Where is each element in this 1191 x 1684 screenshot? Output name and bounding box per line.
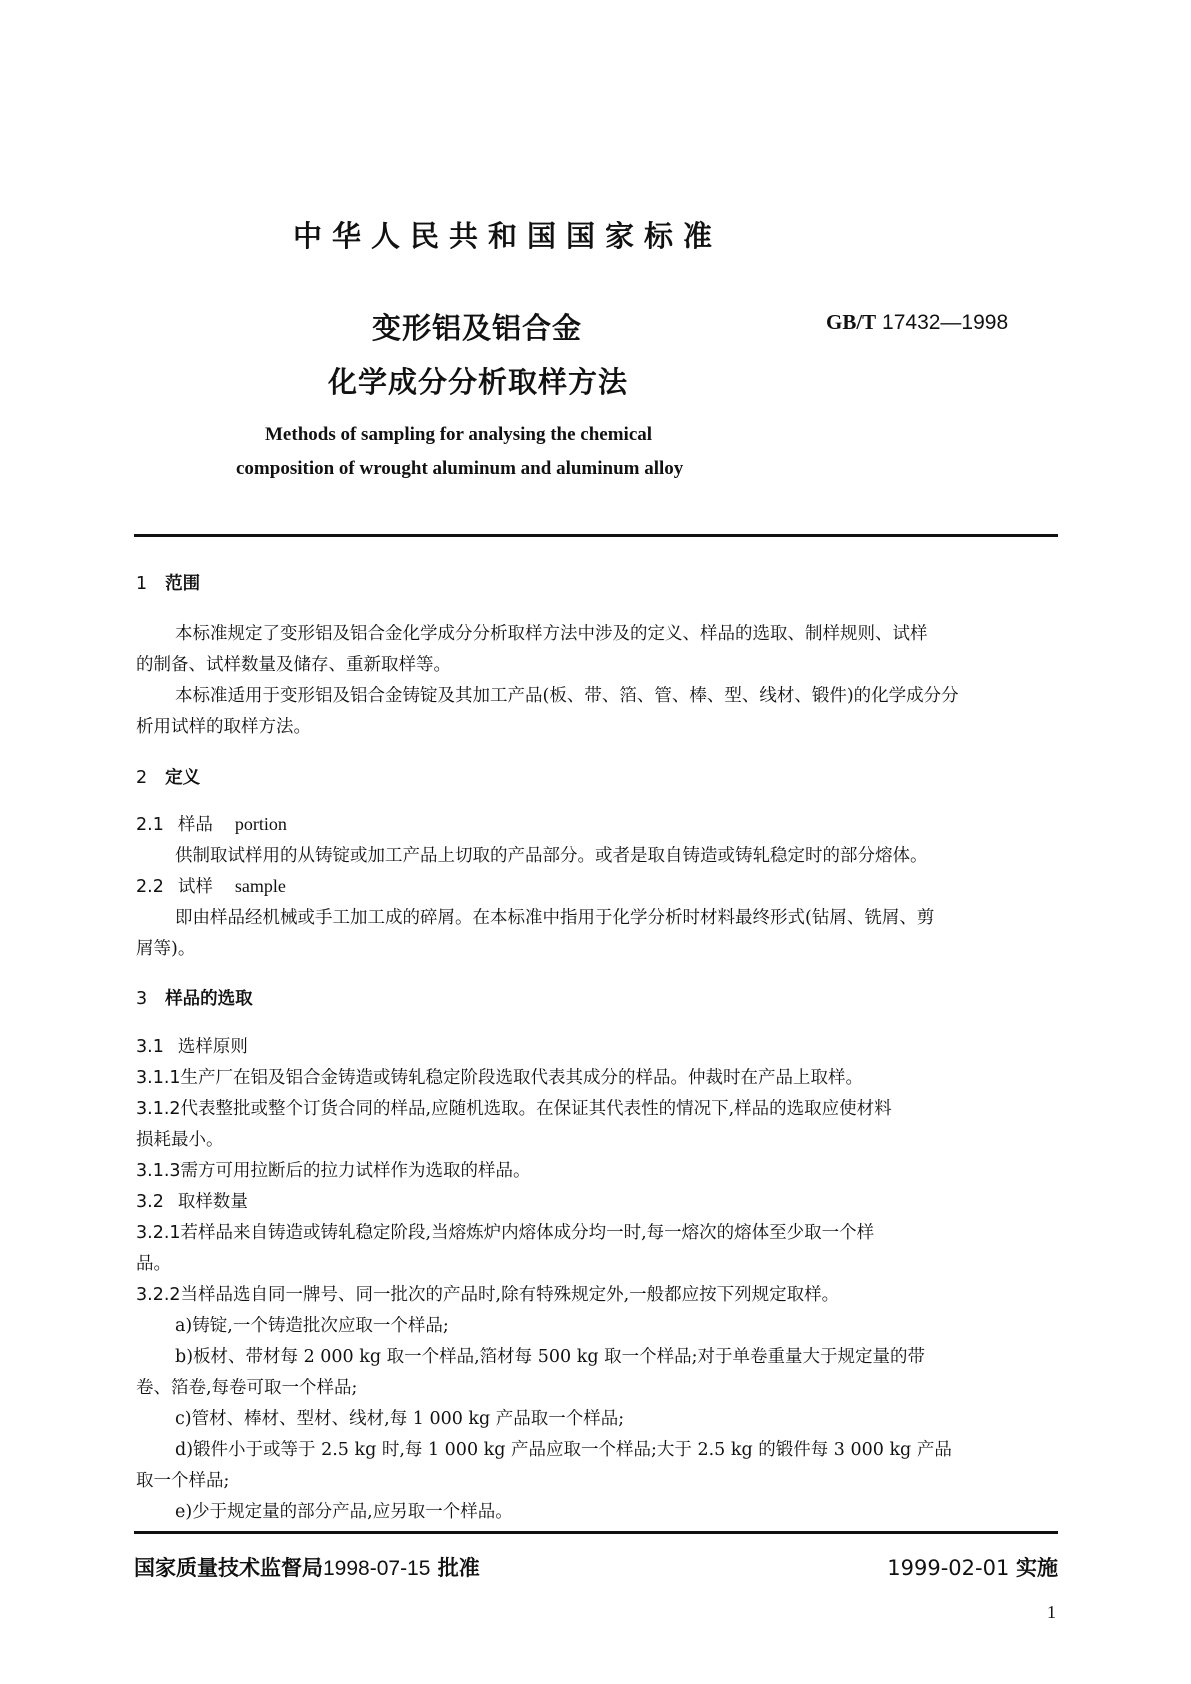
section-3-heading: 3 样品的选取 bbox=[136, 989, 253, 1009]
effective-statement bbox=[887, 1552, 1058, 1582]
document-title-en-line2: composition of wrought aluminum and aluminum alloy bbox=[236, 458, 684, 479]
approval-statement bbox=[134, 1552, 480, 1582]
section-1-paragraph-2-line1: 本标准适用于变形铝及铝合金铸锭及其加工产品(板、带、箔、管、棒、型、线材、锻件)的化学成分分 bbox=[175, 686, 959, 706]
national-standard-title: 中华人民共和国国家标准 bbox=[293, 219, 723, 253]
standard-code: 17432—1998 bbox=[882, 311, 1009, 334]
header-divider bbox=[134, 534, 1058, 537]
definition-2-2-text-line1: 即由样品经机械或手工加工成的碎屑。在本标准中指用于化学分析时材料最终形式(钻屑、铣屑、剪 bbox=[175, 908, 935, 928]
document-title-cn-line2: 化学成分分析取样方法 bbox=[328, 365, 629, 399]
list-item-d-line2: 取一个样品; bbox=[136, 1471, 230, 1491]
list-item-b-line2: 卷、箔卷,每卷可取一个样品; bbox=[136, 1378, 358, 1398]
standard-prefix: GB/T bbox=[826, 310, 877, 334]
definition-2-2-text-line2: 屑等)。 bbox=[136, 939, 196, 959]
list-item-a: a)铸锭,一个铸造批次应取一个样品; bbox=[175, 1316, 449, 1336]
document-title-en-line1: Methods of sampling for analysing the chemical bbox=[265, 424, 653, 445]
clause-3-1-3: 3.1.3需方可用拉断后的拉力试样作为选取的样品。 bbox=[136, 1161, 531, 1181]
issuer: 国家质量技术监督局 bbox=[134, 1556, 323, 1580]
page-number: 1 bbox=[1047, 1602, 1056, 1622]
clause-3-2-1-line2: 品。 bbox=[136, 1254, 171, 1274]
section-1-paragraph-1-line2: 的制备、试样数量及储存、重新取样等。 bbox=[136, 655, 451, 675]
clause-3-1-1: 3.1.1生产厂在铝及铝合金铸造或铸轧稳定阶段选取代表其成分的样品。仲裁时在产品上取样。 bbox=[136, 1068, 864, 1088]
subsection-3-1-heading: 3.1 选样原则 bbox=[136, 1037, 248, 1057]
list-item-d-line1: d)锻件小于或等于 2.5 kg 时,每 1 000 kg 产品应取一个样品;大于 2.5 kg 的锻件每 3 000 kg 产品 bbox=[175, 1440, 952, 1460]
section-1-paragraph-1-line1: 本标准规定了变形铝及铝合金化学成分分析取样方法中涉及的定义、样品的选取、制样规则、试样 bbox=[175, 624, 928, 644]
footer-divider bbox=[134, 1531, 1058, 1534]
section-1-heading: 1 范围 bbox=[136, 574, 201, 594]
list-item-b-line1: b)板材、带材每 2 000 kg 取一个样品,箔材每 500 kg 取一个样品;对于单卷重量大于规定量的带 bbox=[175, 1347, 925, 1367]
clause-3-2-1-line1: 3.2.1若样品来自铸造或铸轧稳定阶段,当熔炼炉内熔体成分均一时,每一熔次的熔体至少取一个样 bbox=[136, 1223, 875, 1243]
list-item-e: e)少于规定量的部分产品,应另取一个样品。 bbox=[175, 1502, 513, 1522]
effective-date: 1999-02-01 bbox=[887, 1556, 1010, 1580]
approval-date: 1998-07-15 bbox=[323, 1557, 431, 1580]
standard-number bbox=[826, 310, 1008, 335]
section-1-paragraph-2-line2: 析用试样的取样方法。 bbox=[136, 717, 311, 737]
definition-2-1-text: 供制取试样用的从铸锭或加工产品上切取的产品部分。或者是取自铸造或铸轧稳定时的部分熔体。 bbox=[175, 846, 928, 866]
definition-2-1-term: 2.1 样品 portion bbox=[136, 814, 287, 835]
approval-label: 批准 bbox=[437, 1556, 480, 1580]
subsection-3-2-heading: 3.2 取样数量 bbox=[136, 1192, 248, 1212]
definition-2-2-term: 2.2 试样 sample bbox=[136, 876, 286, 897]
clause-3-1-2-line2: 损耗最小。 bbox=[136, 1130, 224, 1150]
effective-label: 实施 bbox=[1016, 1556, 1058, 1580]
clause-3-1-2-line1: 3.1.2代表整批或整个订货合同的样品,应随机选取。在保证其代表性的情况下,样品的选取应使材料 bbox=[136, 1099, 892, 1119]
document-title-cn-line1: 变形铝及铝合金 bbox=[372, 311, 583, 345]
section-2-heading: 2 定义 bbox=[136, 768, 201, 788]
list-item-c: c)管材、棒材、型材、线材,每 1 000 kg 产品取一个样品; bbox=[175, 1409, 625, 1429]
clause-3-2-2: 3.2.2当样品选自同一牌号、同一批次的产品时,除有特殊规定外,一般都应按下列规定取样。 bbox=[136, 1285, 840, 1305]
